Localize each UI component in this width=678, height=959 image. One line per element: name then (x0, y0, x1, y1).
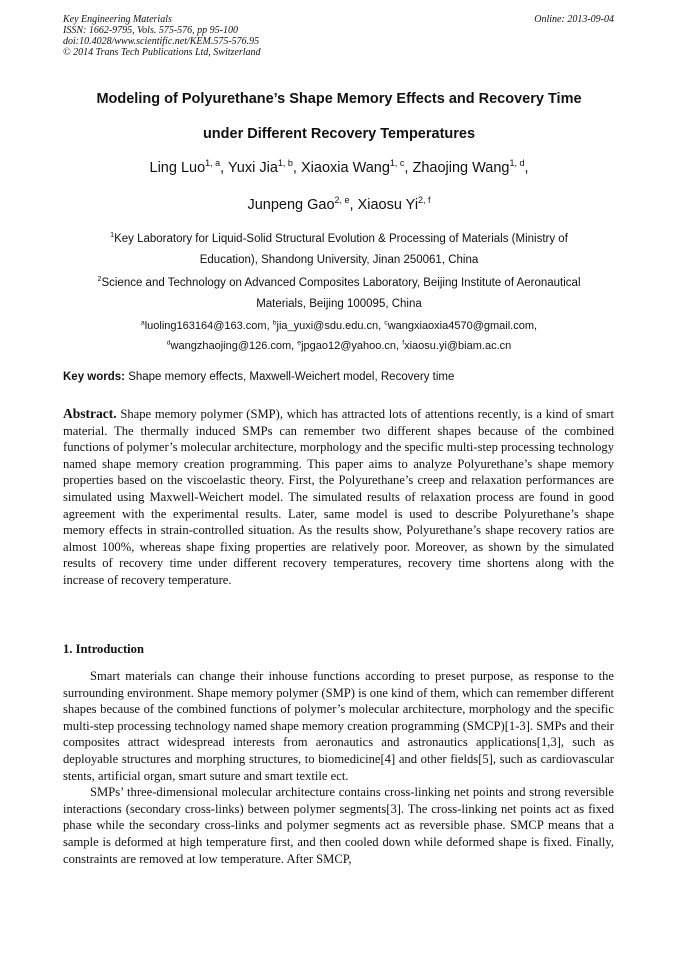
affiliation-1 (80, 229, 598, 271)
abstract-label: Abstract. (63, 406, 117, 421)
paper-title-line-2: under Different Recovery Temperatures (202, 126, 476, 142)
paragraph: Smart materials can change their inhouse functions according to preset purpose, as response to the surrounding environment. Shape memory polymer (SMP) is one kind of them, which can remember different shapes because of the combined functions of polymer’s molecular architecture, morphology and the specific multi-step processing technology named shape memory creation programming (SMCP)[1-3]. SMPs and their composites attract widespread interests from aeronautics and astronautics applications[1,3], such as deployable structures and morphing structures, to biomedicine[4] and other fields[5], such as cardiovascular stents, artificial organ, smart suture and smart textile ect. (63, 669, 614, 783)
author-superscript: 1, b (277, 158, 293, 169)
copyright-line: © 2014 Trans Tech Publications Ltd, Switzerland (63, 47, 261, 58)
email-superscript: a (140, 319, 145, 327)
author-name: Xiaosu Yi (357, 197, 419, 213)
author-superscript: 1, d (509, 158, 525, 169)
abstract-text: Shape memory polymer (SMP), which has attracted lots of attentions recently, is a kind of smart material. The thermally induced SMPs can remember two different shapes because of the combined functions of polymer’s molecular architecture, morphology and the specific multi-step processing technology named shape memory creation programming. This paper aims to analyze Polyurethane’s shape memory properties based on the viscoelastic theory. First, the Polyurethane’s creep and relaxation performances are simulated using Maxwell-Weichert model. The simulated results of relaxation process are found in good agreement with the experimental results. Later, same model is used to describe Polyurethane’s shape memory effects in strain-controlled situation. As the results show, Polyurethane’s shape recovery ratios are almost 100%, whereas shape fixing properties are relatively poor. Moreover, as shown by the simulated results of recovery time under different recovery temperatures, recovery time shortens along with the increase of recovery temperature. (63, 407, 614, 587)
author-name: Xiaoxia Wang (300, 160, 390, 176)
author-list-line-2: Junpeng Gao$^{2, e}$, Xiaosu Yi$^{2, f}$ (247, 195, 431, 213)
affiliation-text: Science and Technology on Advanced Composites Laboratory, Beijing Institute of Aeronautical Materials, Beijing 100095, China (101, 277, 581, 310)
affiliation-2 (80, 273, 598, 315)
issn-line: ISSN: 1662-9795, Vols. 575-576, pp 95-100 (63, 25, 238, 36)
author-superscript: 2, e (334, 195, 350, 206)
paragraph: SMPs’ three-dimensional molecular architecture contains cross-linking net points and strong reversible interactions (secondary cross-links) between polymer segments[3]. The cross-linking net points act as fixed phase while the secondary cross-links and polymer segments act as reversible phase. SMCP means that a sample is deformed at high temperature first, and then cooled down while deformed shape is fixed. Finally, constraints are removed at low temperature. After SMCP, (63, 785, 614, 866)
email-link[interactable]: jia_yuxi@sdu.edu.cn, (276, 320, 382, 332)
email-link[interactable]: xiaosu.yi@biam.ac.cn (404, 340, 512, 352)
author-superscript: 2, f (418, 195, 431, 206)
email-superscript: e (297, 339, 302, 347)
online-date: Online: 2013-09-04 (534, 14, 614, 25)
keywords-label: Key words: (63, 371, 125, 383)
affiliation-text: Key Laboratory for Liquid-Solid Structural Evolution & Processing of Materials (Ministry of Education), Shandong University, Jinan 250061, China (114, 233, 568, 266)
affiliation-superscript: 1 (110, 231, 115, 240)
section-heading-introduction: 1. Introduction (63, 642, 144, 656)
email-superscript: c (384, 319, 388, 327)
keywords-text: Shape memory effects, Maxwell-Weichert model, Recovery time (128, 371, 455, 383)
author-name: Ling Luo (149, 160, 206, 176)
author-list-line-1: Ling Luo$^{1, a}$, Yuxi Jia$^{1, b}$, Xiaoxia Wang$^{1, c}$, Zhaojing Wang$^{1, d}$, (149, 158, 529, 176)
journal-header (63, 14, 614, 58)
email-link[interactable]: wangxiaoxia4570@gmail.com, (387, 320, 538, 332)
affiliation-superscript: 2 (97, 275, 102, 284)
doi-line: doi:10.4028/www.scientific.net/KEM.575-576.95 (63, 36, 260, 47)
email-link[interactable]: jpgao12@yahoo.cn, (301, 340, 400, 352)
introduction-body (63, 668, 614, 867)
email-superscript: d (166, 339, 171, 347)
author-emails (70, 316, 608, 356)
author-name: Junpeng Gao (247, 197, 335, 213)
keywords (63, 371, 454, 383)
journal-name: Key Engineering Materials (63, 14, 172, 25)
email-link[interactable]: wangzhaojing@126.com, (170, 340, 295, 352)
paper-title-line-1: Modeling of Polyurethane’s Shape Memory Effects and Recovery Time (96, 91, 582, 107)
author-name: Zhaojing Wang (412, 160, 510, 176)
email-superscript: f (402, 339, 405, 347)
author-superscript: 1, a (205, 158, 221, 169)
abstract (63, 406, 614, 589)
email-superscript: b (272, 319, 277, 327)
author-name: Yuxi Jia (227, 160, 278, 176)
author-superscript: 1, c (389, 158, 405, 169)
email-link[interactable]: luoling163164@163.com, (144, 320, 270, 332)
